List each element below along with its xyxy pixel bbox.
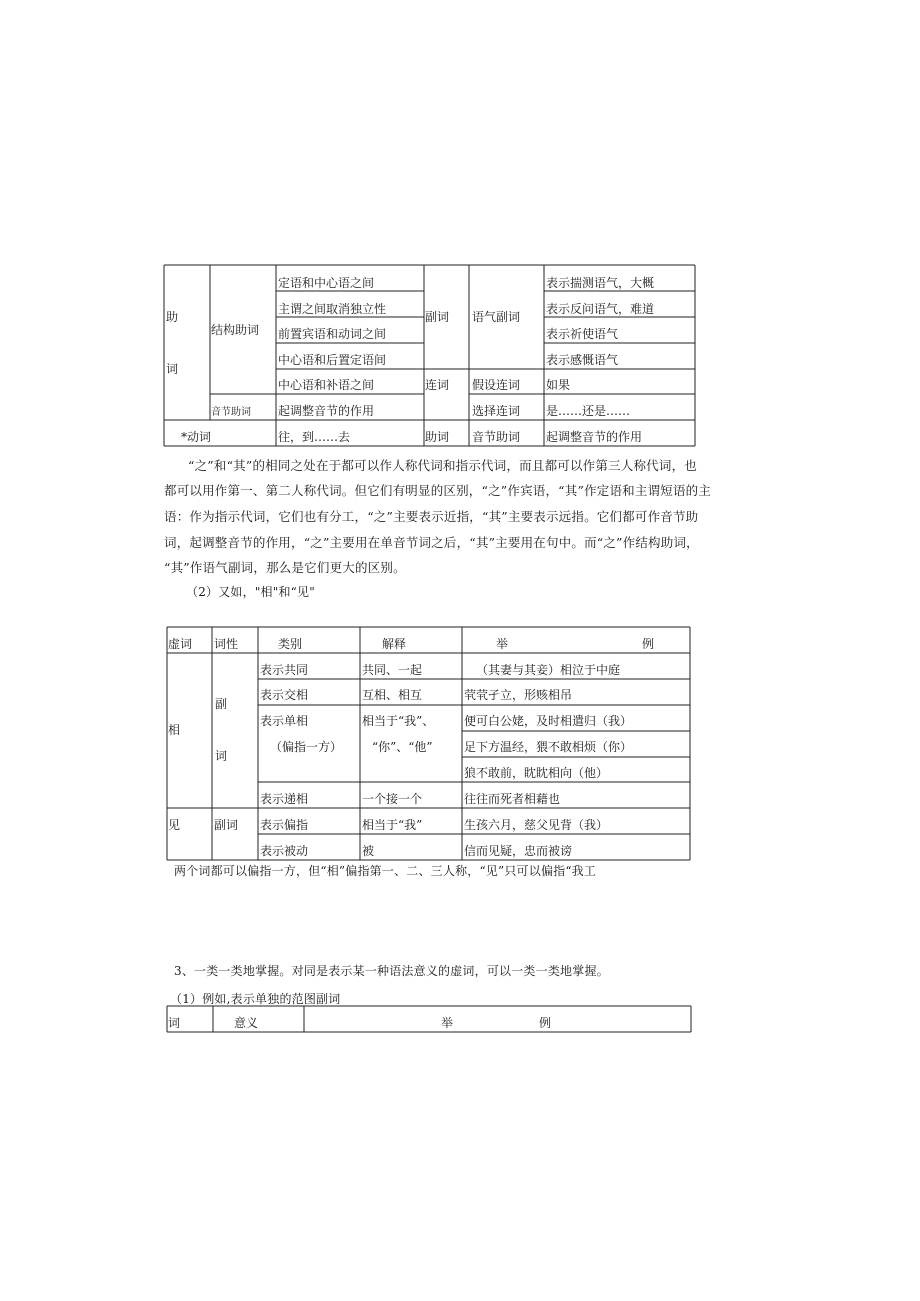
table-1-use: 前置宾语和动词之间 (278, 327, 387, 341)
table-2-explanation: 相当于“我” (362, 818, 423, 832)
table-2-category: 表示被动 (260, 844, 309, 858)
table-1-yuqi-use: 表示反问语气，难道 (546, 302, 655, 316)
table-1-yinjie2-use: 起调整音节的作用 (546, 430, 643, 444)
table-1-yinjie: 音节助词 (211, 407, 251, 418)
table-1-yuqi-use: 表示感慨语气 (546, 353, 619, 367)
section-3-heading: 3、一类一类地掌握。对同是表示某一种语法意义的虚词，可以一类一类地掌握。 (174, 964, 609, 978)
heading-2: （2）又如，"相"和“见" (186, 585, 315, 599)
table-2-explanation: 共同、一起 (362, 663, 423, 677)
table-2-category: 表示偏指 (260, 818, 309, 832)
table-2-example: 信而见疑，忠而被谤 (464, 844, 573, 858)
table-1-yuqi-use: 表示祈使语气 (546, 327, 619, 341)
table-1-zhuci: 助词 (425, 430, 450, 444)
table-1-dong: *动词 (181, 430, 212, 444)
table-2-explanation: 一个接一个 (362, 792, 423, 806)
table-2-category: （偏指一方） (270, 740, 343, 754)
table-1-zhu: 助 (166, 310, 179, 324)
paragraph-line: 都可以用作第一、第二人称代词。但它们有明显的区别，“之”作宾语，“其”作定语和主谓短语的主 (164, 483, 712, 498)
table-1-xuanze-ex: 是……还是…… (546, 404, 631, 418)
table-2-explanation: “你”、“他” (372, 740, 433, 754)
table-2-example: 狼不敢前，眈眈相向（他） (464, 766, 609, 780)
table-1-dong-use: 往，到……去 (278, 430, 351, 444)
table-2-jian: 见 (168, 818, 181, 832)
table-2-header: 虚词 (168, 637, 193, 651)
table-2-example: （其妻与其妾）相泣于中庭 (476, 663, 621, 677)
table-2-fu: 副 (215, 697, 228, 711)
paragraph-line: “之”和“其”的相同之处在于都可以作人称代词和指示代词，而且都可以作第三人称代词，也 (188, 458, 697, 473)
table-1-yinjie2: 音节助词 (472, 430, 521, 444)
table-2-category: 表示递相 (260, 792, 309, 806)
table-1-yuqi: 语气副词 (472, 310, 521, 324)
table-1-jiashe-ex: 如果 (546, 378, 571, 392)
table-2-category: 表示交相 (260, 688, 309, 702)
table-2-header: 例 (642, 637, 655, 651)
table-1-use: 主谓之间取消独立性 (278, 302, 387, 316)
table-3-header: 意义 (234, 1016, 259, 1030)
table-1-xuanze: 选择连词 (472, 404, 521, 418)
table-2-category: 表示单相 (260, 714, 309, 728)
note-2: 两个词都可以偏指一方，但“相”偏指第一、二、三人称，“见”只可以偏指“我工 (174, 864, 597, 878)
table-1-fuci: 副词 (425, 310, 450, 324)
table-2-jian-pos: 副词 (214, 818, 239, 832)
table-3-header: 例 (539, 1016, 552, 1030)
table-2-example: 茕茕孑立，形赅相吊 (464, 688, 573, 702)
table-2-example: 便可白公姥，及时相遣归（我） (464, 714, 633, 728)
table-2-example: 往往而死者相藉也 (464, 792, 561, 806)
table-2-header: 举 (496, 637, 509, 651)
table-1-yinjie-use: 起调整音节的作用 (278, 404, 375, 418)
table-2-header: 词性 (214, 637, 239, 651)
paragraph-line: “其”作语气副词，那么是它们更大的区别。 (164, 560, 406, 575)
table-3-header: 举 (441, 1016, 454, 1030)
table-1-yuqi-use: 表示揣测语气，大概 (546, 276, 655, 290)
paragraph-line: 语：作为指示代词，它们也有分工，“之”主要表示近指，“其”主要表示远指。它们都可作音节助 (164, 509, 699, 524)
table-1-use: 中心语和补语之间 (278, 378, 375, 392)
table-2-xiang: 相 (168, 723, 181, 737)
table-2-category: 表示共同 (260, 663, 309, 677)
table-1-jiashe: 假设连词 (472, 378, 521, 392)
table-2-header: 解释 (382, 637, 407, 651)
table-2-header: 类别 (278, 637, 303, 651)
table-2-ci: 词 (215, 749, 228, 763)
table-3-header: 词 (168, 1016, 181, 1030)
table-1-ci: 词 (166, 362, 179, 376)
table-2-explanation: 被 (362, 844, 375, 858)
heading-3: （1）例如,表示单独的范图副词 (170, 992, 341, 1006)
table-2-explanation: 相当于“我”、 (362, 714, 435, 728)
table-1-jiegou: 结构助词 (211, 323, 260, 337)
table-1-lianci: 连词 (425, 378, 450, 392)
table-1-use: 中心语和后置定语间 (278, 353, 387, 367)
table-2-explanation: 互相、相互 (362, 688, 423, 702)
table-1-use: 定语和中心语之间 (278, 276, 375, 290)
table-2-example: 足下方温经，猥不敢相烦（你） (464, 740, 633, 754)
paragraph-line: 词，起调整音节的作用，“之”主要用在单音节词之后，“其”主要用在句中。而“之”作结构助词， (164, 535, 699, 550)
table-2-example: 生孩六月，慈父见背（我） (464, 818, 609, 832)
